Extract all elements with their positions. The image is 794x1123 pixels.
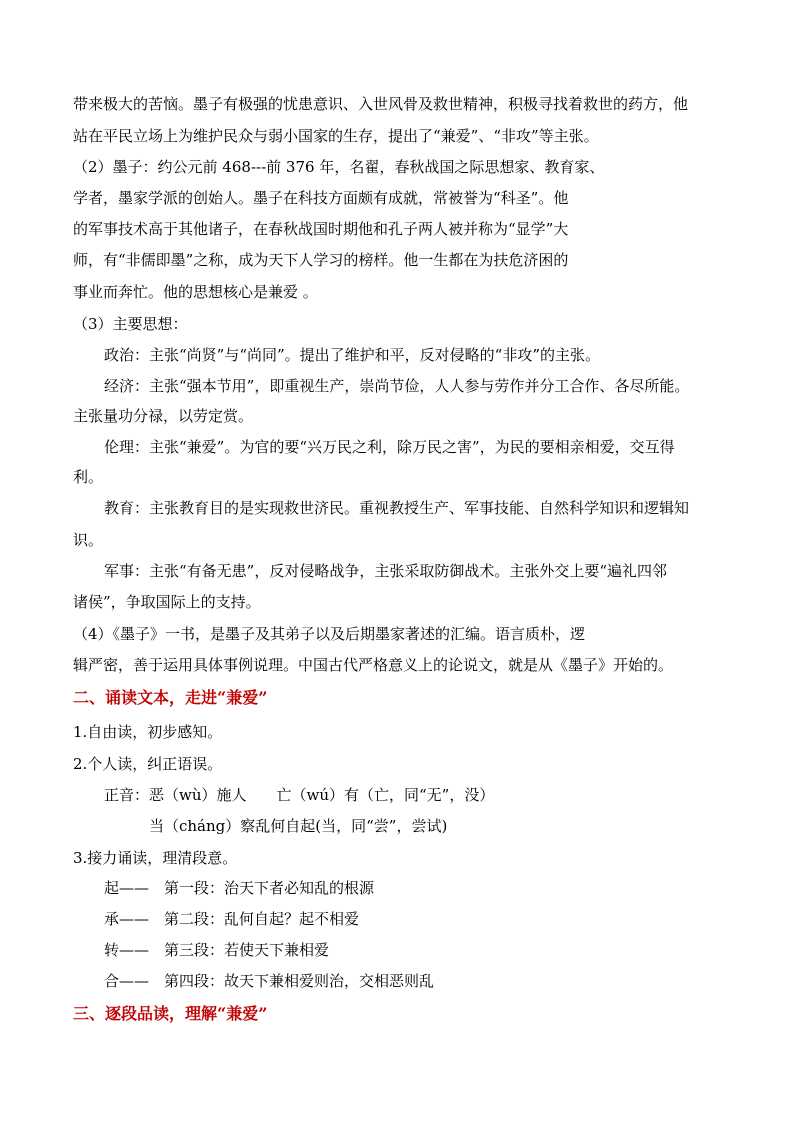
section-heading: 三、逐段品读，理解“兼爱” bbox=[73, 1004, 268, 1023]
text-line: 起—— 第一段：治天下者必知乱的根源 bbox=[104, 879, 375, 897]
text-line: 承—— 第二段：乱何自起？起不相爱 bbox=[104, 910, 360, 928]
text-line: 教育：主张教育目的是实现救世济民。重视教授生产、军事技能、自然科学知识和逻辑知 bbox=[104, 499, 690, 517]
text-line: 识。 bbox=[73, 531, 104, 549]
text-line: 军事：主张“有备无患”，反对侵略战争，主张采取防御战术。主张外交上要“遍礼四邻 bbox=[104, 562, 668, 580]
text-line: 政治：主张“尚贤”与“尚同”。提出了维护和平，反对侵略的“非攻”的主张。 bbox=[104, 346, 601, 364]
text-line: 站在平民立场上为维护民众与弱小国家的生存，提出了“兼爱”、“非攻”等主张。 bbox=[73, 127, 599, 145]
text-line: 1.自由读，初步感知。 bbox=[73, 723, 223, 741]
text-line: 伦理：主张“兼爱”。为官的要“兴万民之利，除万民之害”，为民的要相亲相爱，交互得 bbox=[104, 438, 675, 456]
text-line: 辑严密，善于运用具体事例说理。中国古代严格意义上的论说文，就是从《墨子》开始的。 bbox=[73, 656, 674, 674]
section-heading: 二、诵读文本，走进“兼爱” bbox=[73, 688, 268, 707]
text-line: （2）墨子：约公元前 468---前 376 年，名翟，春秋战国之际思想家、教育家、 bbox=[73, 158, 605, 176]
text-line: 的军事技术高于其他诸子，在春秋战国时期他和孔子两人被并称为“显学”大 bbox=[73, 220, 569, 238]
text-line: 主张量功分禄，以劳定赏。 bbox=[73, 407, 254, 425]
text-line: 事业而奔忙。他的思想核心是兼爱 。 bbox=[73, 283, 318, 301]
text-line: 诸侯”，争取国际上的支持。 bbox=[73, 593, 261, 611]
text-line: 经济：主张“强本节用”，即重视生产，崇尚节俭，人人参与劳作并分工合作、各尽所能。 bbox=[104, 377, 690, 395]
text-line: 合—— 第四段：故天下兼相爱则治，交相恶则乱 bbox=[104, 972, 435, 990]
text-line: 师，有“非儒即墨”之称，成为天下人学习的榜样。他一生都在为扶危济困的 bbox=[73, 251, 569, 269]
text-line: 转—— 第三段：若使天下兼相爱 bbox=[104, 941, 330, 959]
text-line: 正音：恶（wù）施人 亡（wú）有（亡，同“无”，没） bbox=[104, 786, 495, 804]
text-line: 2.个人读，纠正语误。 bbox=[73, 755, 223, 773]
text-line: 3.接力诵读，理清段意。 bbox=[73, 849, 238, 867]
text-line: 当（cháng）察乱何自起(当，同“尝”，尝试) bbox=[149, 817, 448, 835]
text-line: 利。 bbox=[73, 468, 104, 486]
text-line: （3）主要思想： bbox=[73, 315, 188, 333]
text-line: （4）《墨子》一书，是墨子及其弟子以及后期墨家著述的汇编。语言质朴，逻 bbox=[73, 625, 586, 643]
text-line: 学者，墨家学派的创始人。墨子在科技方面颇有成就，常被誉为“科圣”。他 bbox=[73, 189, 569, 207]
text-line: 带来极大的苦恼。墨子有极强的忧患意识、入世风骨及救世精神，积极寻找着救世的药方，他 bbox=[73, 95, 689, 113]
